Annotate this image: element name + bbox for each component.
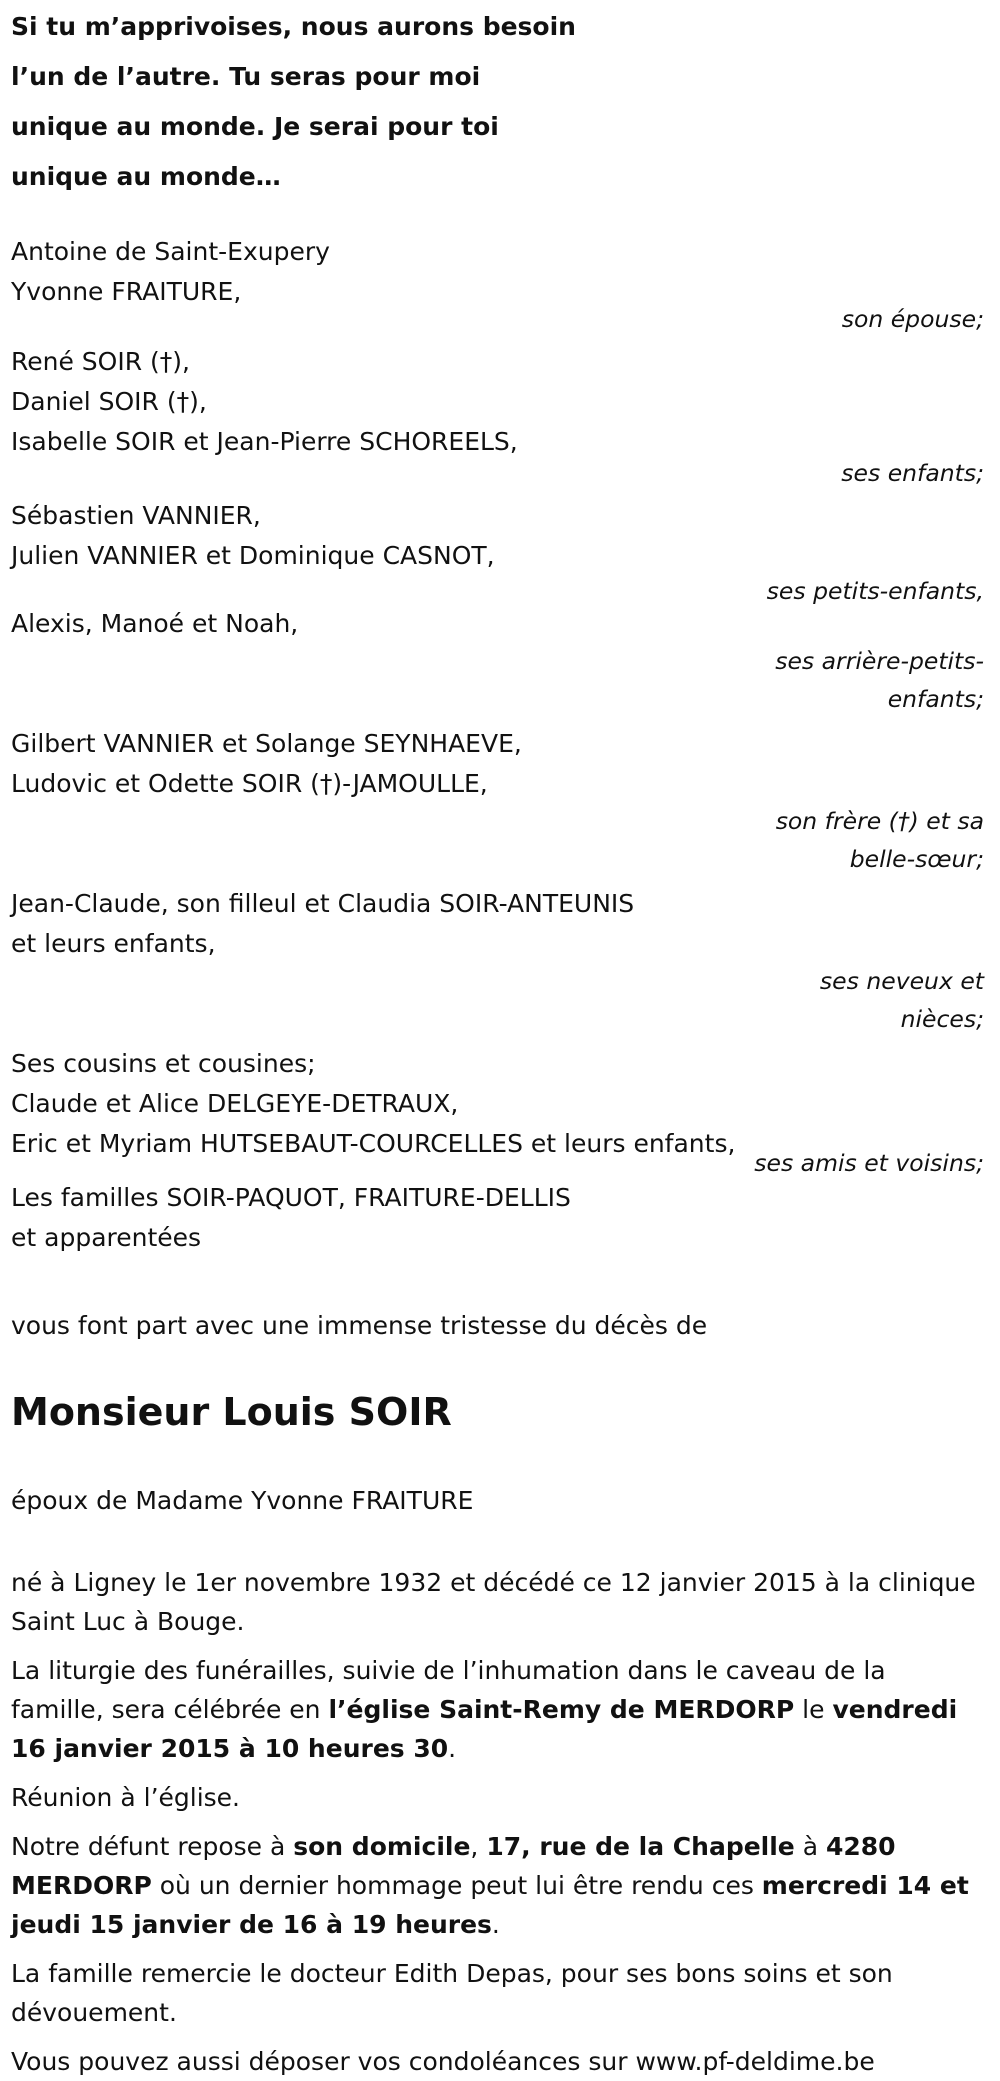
deceased-name: Monsieur Louis SOIR xyxy=(11,1390,452,1434)
family-name-line: Isabelle SOIR et Jean-Pierre SCHOREELS, xyxy=(11,427,518,456)
family-name-line: Les familles SOIR-PAQUOT, FRAITURE-DELLIS xyxy=(11,1183,571,1212)
repose-street: 17, rue de la Chapelle xyxy=(486,1832,795,1861)
repose-info xyxy=(11,1827,981,1944)
family-name-line: et leurs enfants, xyxy=(11,929,216,958)
text-span: , xyxy=(470,1832,487,1861)
text-span: le xyxy=(794,1695,833,1724)
reunion-info: Réunion à l’église. xyxy=(11,1783,241,1812)
family-group-great-grandchildren xyxy=(11,604,996,718)
relation-label xyxy=(654,802,984,878)
quote-line: Si tu m’apprivoises, nous aurons besoin xyxy=(11,12,576,41)
relation-line: son frère (†) et sa xyxy=(775,807,984,835)
family-group-children xyxy=(11,342,996,492)
family-name-line: Daniel SOIR (†), xyxy=(11,387,207,416)
obituary-page xyxy=(11,0,996,2081)
repose-place: son domicile xyxy=(293,1832,471,1861)
condolences-info: Vous pouvez aussi déposer vos condoléances sur www.pf-deldime.be xyxy=(11,2047,875,2076)
family-name-line: Gilbert VANNIER et Solange SEYNHAEVE, xyxy=(11,729,522,758)
family-group-grandchildren xyxy=(11,496,996,610)
family-name-line: et apparentées xyxy=(11,1223,202,1252)
text-span: Notre défunt repose à xyxy=(11,1832,294,1861)
family-name-line: Jean-Claude, son filleul et Claudia SOIR-ANTEUNIS xyxy=(11,889,635,918)
family-name-line: Julien VANNIER et Dominique CASNOT, xyxy=(11,541,495,570)
family-name-line: Claude et Alice DELGEYE-DETRAUX, xyxy=(11,1089,459,1118)
text-span: . xyxy=(491,1910,500,1939)
relation-line: ses petits-enfants, xyxy=(766,577,984,605)
liturgy-info xyxy=(11,1651,981,1768)
quote xyxy=(11,2,996,202)
birth-death-info: né à Ligney le 1er novembre 1932 et décédé ce 12 janvier 2015 à la clinique Saint Luc à Bouge. xyxy=(11,1568,976,1636)
family-name-line: Sébastien VANNIER, xyxy=(11,501,261,530)
text-span: à xyxy=(794,1832,826,1861)
thanks-info: La famille remercie le docteur Edith Depas, pour ses bons soins et son dévouement. xyxy=(11,1959,893,2027)
spouse-line: époux de Madame Yvonne FRAITURE xyxy=(11,1486,474,1515)
relation-line: enfants; xyxy=(887,685,984,713)
family-group-families xyxy=(11,1178,996,1258)
relation-line: ses enfants; xyxy=(841,459,984,487)
quote-line: unique au monde. Je serai pour toi xyxy=(11,112,499,141)
quote-line: l’un de l’autre. Tu seras pour moi xyxy=(11,62,481,91)
text-span: . xyxy=(448,1734,457,1763)
family-group-spouse xyxy=(11,272,996,338)
relation-line: ses amis et voisins; xyxy=(754,1149,984,1177)
repose-city: 4280 MERDORP xyxy=(11,1832,896,1900)
relation-line: belle-sœur; xyxy=(849,845,984,873)
visitation-dates: mercredi 14 et jeudi 15 janvier de 16 à 19 heures xyxy=(11,1871,969,1939)
relation-line: ses arrière-petits- xyxy=(775,647,984,675)
relation-label xyxy=(654,454,984,492)
announcement-intro: vous font part avec une immense tristesse du décès de xyxy=(11,1311,708,1340)
family-group-siblings xyxy=(11,724,996,878)
family-group-cousins xyxy=(11,1044,996,1182)
relation-line: son épouse; xyxy=(841,305,984,333)
quote-line: unique au monde… xyxy=(11,162,281,191)
text-span: où un dernier hommage peut lui être rendu ces xyxy=(151,1871,762,1900)
relation-label xyxy=(654,300,984,338)
church-name: l’église Saint-Remy de MERDORP xyxy=(328,1695,795,1724)
relation-label xyxy=(654,962,984,1038)
family-group-nephews xyxy=(11,884,996,1038)
relation-line: nièces; xyxy=(900,1005,984,1033)
quote-author: Antoine de Saint-Exupery xyxy=(11,237,330,266)
family-name-line: Ludovic et Odette SOIR (†)-JAMOULLE, xyxy=(11,769,488,798)
family-name-line: Eric et Myriam HUTSEBAUT-COURCELLES et leurs enfants, xyxy=(11,1129,736,1158)
family-name-line: Alexis, Manoé et Noah, xyxy=(11,609,299,638)
family-name-line: Ses cousins et cousines; xyxy=(11,1049,316,1078)
text-span: La liturgie des funérailles, suivie de l’inhumation dans le caveau de la famille, sera célébrée en xyxy=(11,1656,886,1724)
family-name-line: Yvonne FRAITURE, xyxy=(11,277,242,306)
funeral-date: vendredi 16 janvier 2015 à 10 heures 30 xyxy=(11,1695,958,1763)
family-name-line: René SOIR (†), xyxy=(11,347,190,376)
relation-label xyxy=(654,642,984,718)
relation-line: ses neveux et xyxy=(819,967,984,995)
